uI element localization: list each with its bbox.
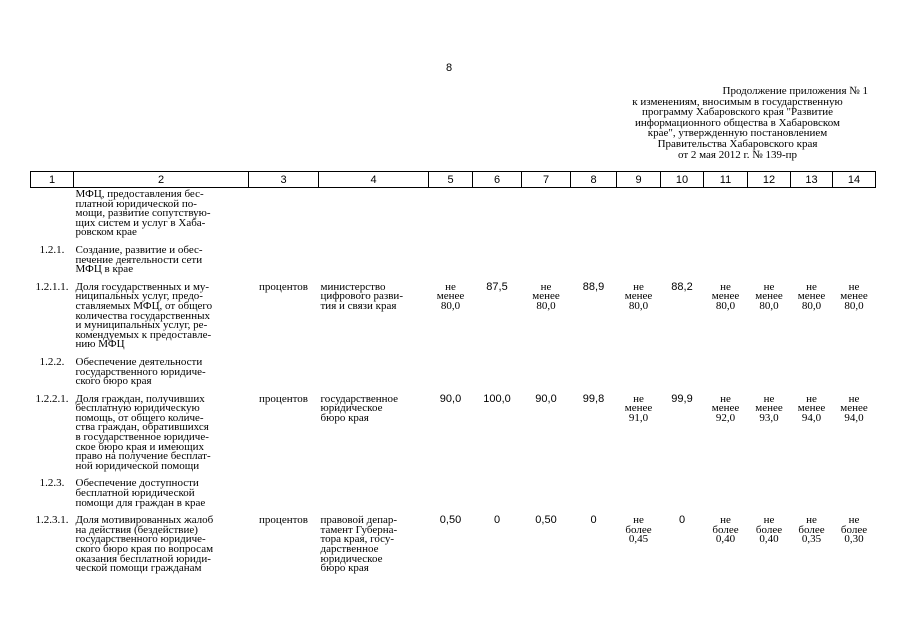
indicator-name — [74, 188, 249, 244]
table-row — [31, 514, 876, 580]
value-v9-line: 91,0 — [628, 411, 649, 424]
table-row — [31, 281, 876, 356]
column-header: 11 — [704, 172, 748, 188]
responsible-org-line: министерство — [320, 280, 386, 293]
indicator-name-line: ниципальных услуг, предо- — [75, 290, 203, 303]
value-v12-line: менее — [755, 290, 783, 303]
value-v13 — [791, 477, 833, 514]
value-v8 — [571, 244, 617, 281]
value-v9-line: менее — [624, 402, 653, 415]
appendix-line: информационного общества в Хабаровском — [635, 116, 840, 129]
column-header: 4 — [319, 172, 429, 188]
value-v8 — [571, 188, 617, 244]
column-header: 2 — [74, 172, 249, 188]
value-v11-line: не — [720, 392, 731, 405]
value-v13-line: менее — [797, 290, 826, 303]
value-v14-line: менее — [840, 402, 868, 415]
table-row — [31, 477, 876, 514]
value-v12-line: менее — [755, 402, 783, 415]
value-v6 — [473, 514, 522, 580]
value-v9-line: менее — [624, 290, 653, 303]
value-v13-line: 94,0 — [801, 411, 822, 424]
value-v9 — [617, 188, 661, 244]
indicator-name-line: ское бюро края и имеющих — [75, 440, 204, 453]
indicator-name-line: Создание, развитие и обес- — [75, 243, 203, 256]
indicator-name-line: на действия (бездействие) — [75, 523, 198, 536]
value-v6-line: 87,5 — [486, 280, 508, 293]
value-v11-line: 0,40 — [715, 533, 736, 546]
value-v5-line: менее — [436, 290, 465, 303]
row-number: 1.2.3. — [39, 477, 65, 490]
responsible-org-line: юридическое — [320, 552, 383, 565]
responsible-org — [319, 356, 429, 393]
indicator-name — [74, 356, 249, 393]
value-v7-line: 0,50 — [535, 514, 557, 527]
responsible-org-line: правовой депар- — [320, 514, 398, 527]
indicator-name-line: щих систем и услуг в Хаба- — [75, 216, 206, 229]
indicator-name-line: бесплатную юридическую — [75, 402, 200, 415]
responsible-org — [319, 477, 429, 514]
unit: процентов — [259, 392, 308, 405]
column-header: 14 — [833, 172, 876, 188]
indicator-name-line: ровском крае — [75, 226, 137, 239]
value-v5 — [429, 356, 473, 393]
value-v10 — [661, 477, 704, 514]
value-v7 — [522, 244, 571, 281]
responsible-org-line: государственное — [320, 392, 399, 405]
value-v6 — [473, 356, 522, 393]
value-v14-line: менее — [840, 290, 868, 303]
value-v8 — [571, 356, 617, 393]
value-v10 — [661, 514, 704, 580]
value-v10-line: 88,2 — [671, 280, 693, 293]
value-v8-line: 99,8 — [582, 392, 605, 405]
value-v9-line: более — [625, 523, 652, 536]
value-v5 — [429, 281, 473, 356]
table-row — [31, 356, 876, 393]
value-v14-line: не — [848, 514, 860, 527]
value-v14 — [833, 514, 876, 580]
responsible-org-line: дарственное — [320, 543, 379, 555]
unit — [249, 188, 319, 244]
value-v7 — [522, 514, 571, 580]
responsible-org-line: тамент Губерна- — [320, 523, 398, 536]
responsible-org — [319, 281, 429, 356]
row-number: 1.2.2.1. — [35, 392, 69, 405]
value-v5-line: 90,0 — [439, 392, 462, 405]
value-v14-line: более — [840, 523, 868, 536]
column-header: 8 — [571, 172, 617, 188]
value-v11 — [704, 514, 748, 580]
column-header: 5 — [429, 172, 473, 188]
responsible-org-line: тия и связи края — [320, 299, 397, 312]
value-v7 — [522, 356, 571, 393]
value-v5 — [429, 477, 473, 514]
indicator-name-line: нию МФЦ — [75, 338, 125, 351]
value-v12-line: 0,40 — [759, 533, 779, 546]
value-v7-line: 80,0 — [536, 299, 556, 312]
value-v13-line: не — [806, 392, 817, 405]
indicator-name-line: Доля мотивированных жалоб — [75, 514, 214, 527]
column-header: 7 — [522, 172, 571, 188]
indicator-name-line: помощи для граждан в крае — [75, 496, 206, 509]
value-v13 — [791, 356, 833, 393]
value-v8 — [571, 477, 617, 514]
value-v14 — [833, 281, 876, 356]
value-v11-line: не — [720, 280, 731, 293]
indicator-name-line: комендуемых к предоставле- — [75, 328, 212, 341]
page-number: 8 — [446, 62, 453, 74]
value-v7 — [522, 281, 571, 356]
value-v11 — [704, 188, 748, 244]
appendix-header — [605, 86, 870, 160]
indicator-name-line: государственного юридиче- — [75, 365, 206, 378]
indicator-name-line: платной юридической по- — [75, 197, 197, 210]
value-v13-line: не — [806, 280, 817, 293]
value-v9-line: не — [633, 392, 644, 405]
table-row — [31, 244, 876, 281]
value-v11 — [704, 281, 748, 356]
value-v11-line: менее — [711, 402, 740, 415]
value-v9 — [617, 356, 661, 393]
value-v9-line: 0,45 — [628, 533, 649, 546]
value-v13-line: 0,35 — [801, 533, 822, 546]
responsible-org-line: бюро края — [320, 411, 369, 424]
appendix-line: к изменениям, вносимым в государственную — [632, 95, 843, 108]
value-v10 — [661, 393, 704, 478]
value-v14-line: 94,0 — [844, 411, 864, 424]
value-v12 — [748, 244, 791, 281]
value-v9-line: 80,0 — [628, 299, 649, 312]
column-header: 13 — [791, 172, 833, 188]
value-v12 — [748, 356, 791, 393]
value-v11 — [704, 244, 748, 281]
unit — [249, 356, 319, 393]
value-v10-line: 99,9 — [671, 392, 693, 405]
value-v9 — [617, 244, 661, 281]
value-v14-line: не — [848, 392, 860, 405]
responsible-org-line: цифрового разви- — [320, 290, 403, 303]
responsible-org-line: юридическое — [320, 402, 383, 415]
value-v6-line: 0 — [493, 514, 501, 527]
value-v9-line: не — [633, 280, 644, 293]
indicator-name-line: Обеспечение деятельности — [75, 355, 203, 368]
value-v7 — [522, 188, 571, 244]
indicator-name-line: и муниципальных услуг, ре- — [75, 319, 208, 332]
responsible-org — [319, 244, 429, 281]
column-header: 9 — [617, 172, 661, 188]
responsible-org-line: тора края, госу- — [320, 533, 394, 546]
row-number — [31, 188, 74, 244]
value-v11 — [704, 393, 748, 478]
value-v14-line: 80,0 — [844, 299, 864, 312]
table-body — [31, 188, 876, 580]
value-v14 — [833, 477, 876, 514]
value-v8 — [571, 393, 617, 478]
value-v10 — [661, 356, 704, 393]
value-v6 — [473, 281, 522, 356]
value-v12-line: не — [763, 280, 775, 293]
responsible-org-line: бюро края — [320, 562, 369, 575]
value-v12 — [748, 188, 791, 244]
value-v14 — [833, 393, 876, 478]
value-v8-line: 0 — [590, 514, 597, 527]
value-v12-line: не — [763, 514, 775, 527]
column-header: 10 — [661, 172, 704, 188]
value-v5 — [429, 188, 473, 244]
value-v12 — [748, 514, 791, 580]
indicator-name — [74, 244, 249, 281]
value-v12-line: более — [755, 523, 783, 536]
value-v6 — [473, 477, 522, 514]
value-v14 — [833, 188, 876, 244]
row-number: 1.2.2. — [39, 355, 65, 368]
column-header: 6 — [473, 172, 522, 188]
value-v6-line: 100,0 — [483, 392, 511, 405]
indicator-name-line: помощь, от общего количе- — [75, 411, 204, 424]
indicator-name — [74, 477, 249, 514]
value-v9 — [617, 514, 661, 580]
value-v6 — [473, 393, 522, 478]
value-v13 — [791, 244, 833, 281]
indicator-name-line: Обеспечение доступности — [75, 477, 199, 490]
value-v13 — [791, 188, 833, 244]
value-v13-line: 80,0 — [801, 299, 822, 312]
appendix-line: программу Хабаровского края "Развитие — [641, 106, 834, 119]
value-v14-line: не — [848, 280, 860, 293]
value-v11-line: 80,0 — [715, 299, 736, 312]
indicator-name-line: количества государственных — [75, 309, 210, 322]
responsible-org — [319, 514, 429, 580]
value-v9-line: не — [633, 514, 644, 527]
indicator-name-line: ческой помощи гражданам — [75, 562, 202, 575]
value-v12-line: 80,0 — [759, 299, 779, 312]
column-header: 12 — [748, 172, 791, 188]
value-v11-line: 92,0 — [715, 411, 736, 424]
value-v14 — [833, 356, 876, 393]
value-v14-line: 0,30 — [844, 533, 864, 546]
value-v5-line: 0,50 — [439, 514, 462, 527]
header-row — [31, 172, 876, 188]
value-v11 — [704, 356, 748, 393]
responsible-org — [319, 393, 429, 478]
indicator-name-line: МФЦ, предоставления бес- — [75, 188, 204, 200]
indicator-name-line: оказания бесплатной юриди- — [75, 552, 211, 565]
table-row — [31, 393, 876, 478]
responsible-org — [319, 188, 429, 244]
indicator-name-line: ной юридической помощи — [75, 459, 200, 472]
indicator-name-line: право на получение бесплат- — [75, 450, 211, 463]
value-v13-line: менее — [797, 402, 826, 415]
indicator-name-line: ставляемых МФЦ, от общего — [75, 299, 213, 312]
unit — [249, 244, 319, 281]
value-v12-line: не — [763, 392, 775, 405]
value-v11-line: не — [720, 514, 731, 527]
value-v11 — [704, 477, 748, 514]
value-v14 — [833, 244, 876, 281]
unit: процентов — [259, 280, 308, 293]
value-v12 — [748, 477, 791, 514]
value-v6 — [473, 244, 522, 281]
value-v9 — [617, 477, 661, 514]
value-v11-line: более — [712, 523, 739, 536]
value-v7-line: менее — [532, 290, 560, 303]
column-header: 3 — [249, 172, 319, 188]
indicator-name-line: ского бюро края по вопросам — [75, 543, 214, 555]
value-v7-line: не — [540, 280, 552, 293]
row-number: 1.2.1. — [39, 243, 65, 256]
indicator-name-line: государственного юридиче- — [75, 533, 206, 546]
indicator-name-line: ства граждан, обратившихся — [75, 421, 209, 434]
value-v12-line: 93,0 — [759, 411, 779, 424]
value-v13-line: не — [806, 514, 817, 527]
value-v5 — [429, 514, 473, 580]
indicator-name — [74, 514, 249, 580]
value-v9 — [617, 393, 661, 478]
value-v10 — [661, 281, 704, 356]
indicator-name-line: мощи, развитие сопутствую- — [75, 207, 211, 220]
indicator-name-line: Доля государственных и му- — [75, 280, 210, 293]
indicator-name — [74, 281, 249, 356]
value-v13-line: более — [798, 523, 825, 536]
indicator-name — [74, 393, 249, 478]
value-v13 — [791, 514, 833, 580]
value-v8 — [571, 514, 617, 580]
indicators-table — [30, 171, 876, 580]
table-row — [31, 188, 876, 244]
value-v12 — [748, 393, 791, 478]
value-v13 — [791, 281, 833, 356]
value-v8 — [571, 281, 617, 356]
indicator-name-line: Доля граждан, получивших — [75, 392, 205, 405]
value-v12 — [748, 281, 791, 356]
value-v11-line: менее — [711, 290, 740, 303]
value-v10 — [661, 244, 704, 281]
value-v7-line: 90,0 — [535, 392, 557, 405]
indicator-name-line: бесплатной юридической — [75, 487, 195, 500]
value-v7 — [522, 477, 571, 514]
indicator-name-line: в государственное юридиче- — [75, 431, 209, 444]
value-v10-line: 0 — [678, 514, 686, 527]
value-v5-line: 80,0 — [440, 299, 461, 312]
appendix-line: крае", утвержденную постановлением — [647, 127, 828, 140]
unit — [249, 477, 319, 514]
value-v7 — [522, 393, 571, 478]
column-header: 1 — [31, 172, 74, 188]
value-v8-line: 88,9 — [582, 280, 605, 293]
value-v10 — [661, 188, 704, 244]
value-v5 — [429, 244, 473, 281]
appendix-line: Продолжение приложения № 1 — [722, 85, 868, 97]
value-v5-line: не — [445, 280, 456, 293]
value-v9 — [617, 281, 661, 356]
value-v13 — [791, 393, 833, 478]
appendix-line: от 2 мая 2012 г. № 139-пр — [677, 148, 798, 161]
value-v5 — [429, 393, 473, 478]
indicator-name-line: МФЦ в крае — [75, 263, 134, 276]
row-number: 1.2.1.1. — [35, 280, 69, 293]
indicator-name-line: печение деятельности сети — [75, 253, 203, 266]
indicator-name-line: ского бюро края — [75, 375, 152, 388]
row-number: 1.2.3.1. — [35, 514, 69, 527]
unit: процентов — [259, 514, 308, 527]
value-v6 — [473, 188, 522, 244]
appendix-line: Правительства Хабаровского края — [657, 137, 818, 150]
